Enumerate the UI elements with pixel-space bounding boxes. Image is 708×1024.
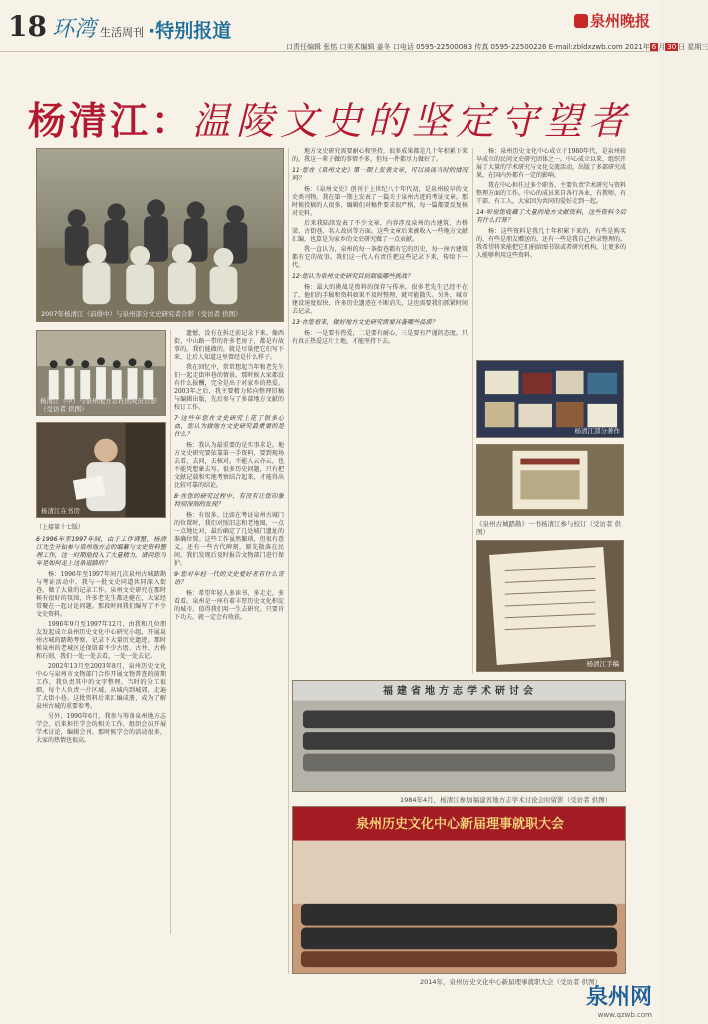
section-title: ·特别报道	[148, 20, 232, 42]
column2-paragraph: 遗憾，没有在拆迁前记录下来。像西街、中山路一带的许多老房子，都是有故事的。我们能做的，就是尽量把它们写下来，让后人知道这里曾经是什么样子。	[174, 330, 284, 361]
column-divider	[170, 330, 171, 934]
photo6-caption: 杨清江手稿	[586, 660, 619, 668]
column1-paragraph: 2002年13月至2003年8月，泉州历史文化中心与泉州市文物部门合作开展文物普查的前期工作，我负责其中的文字整理。当时的分工很细，每个人负责一片区域，从城内到城郊，走遍了大街小巷。这批资料后来汇编成册，成为了解泉州古城的重要参考。	[36, 663, 166, 710]
column3-paragraph: 地方文史研究需要耐心和坚持，很多成果都是几十年积累下来的。我这一辈子做的事情不多，但每一件都尽力做好了。	[292, 148, 468, 163]
headline-subtitle: 温陵文史的坚定守望者	[192, 99, 633, 143]
photo5-caption: 《泉州古城踏勘》一书杨清江参与校订（受访者 供图）	[476, 520, 622, 536]
newspaper-name	[574, 10, 650, 31]
column2-paragraph: 杨：有很多。比如在考证泉州古城门的位置时，我们对照旧志和老地图，一点一点地比对，最后确定了几处城门遗址的准确位置。这些工作虽然繁琐，但很有意义。还有一些古代碑刻，原先散落在民间，我们发现后及时报告文物部门进行保护。	[174, 512, 284, 567]
column3-question: 13·在您看来，做好地方文史研究需要具备哪些品质？	[292, 319, 438, 326]
date-suffix: 日 星期三	[678, 43, 708, 51]
column4-paragraph: 杨：这些资料是我几十年积累下来的，有些是购买的，有些是朋友赠送的，还有一些是我自己抄录整理的。我希望将来能把它们捐给图书馆或者研究机构，让更多的人能够利用这些资料。	[476, 228, 627, 259]
book-cover-photo	[476, 444, 624, 516]
photo7-title: 福建省地方志学术研讨会	[383, 686, 537, 697]
article-column-4	[476, 148, 626, 358]
column3-paragraph: 杨：《泉州文史》创刊于上世纪八十年代初，是泉州较早的文史类刊物。我在第一期上发表了一篇关于泉州古迹的考证文章。那时候投稿的人很多，编辑们对稿件要求很严格，每一篇都要反复核对史料。	[292, 186, 468, 217]
photo3-caption: 杨清江在书房	[41, 507, 80, 515]
photo7-caption: 1984年4月，杨清江参加福建省地方志学术讨论会时留影（受访者 供图）	[400, 796, 612, 804]
conference-photo	[292, 680, 626, 792]
column2-question: 8·在您的研究过程中，有没有让您印象特别深刻的发现？	[174, 493, 284, 508]
column4-paragraph: 杨：泉州历史文化中心成立于1980年代，是泉州较早成立的民间文史研究团体之一。中心成立以来，组织开展了大量的学术研究与文化交流活动，出版了多部研究成果，在国内外都有一定的影响。	[476, 148, 627, 179]
watermark-logo-text: 泉州网	[585, 985, 652, 1010]
article-headline	[0, 90, 660, 145]
column-divider	[472, 148, 473, 674]
column1-paragraph: 1996年9月至1997年12月，由我和几位朋友发起成立泉州历史文化中心研究小组，开展泉州古城的踏勘考察，记录下大量历史遗迹。那时候泉州的老城区还保留着不少古厝、古井、古桥和石刻，我们一处一处去看，一处一处去记。	[36, 621, 166, 660]
date-month: 6	[651, 43, 657, 51]
column1-paragraph: 杨：1996年至1997年间几次泉州古城踏勘与考证活动中，我与一批文史同道共同深入街巷，做了大量的记录工作。泉州文史研究在那时候有很好的氛围，许多老先生都还健在，大家经常聚在一起讨论问题。那段时间我们编写了不少文史资料。	[36, 571, 166, 618]
article-column-1	[36, 524, 166, 934]
newspaper-logo-icon	[574, 14, 588, 28]
column-divider	[288, 148, 289, 974]
group-photo-indoor	[36, 330, 166, 416]
column2-question: 7·这些年您在文史研究上花了很多心血，您认为做地方文史研究最重要的是什么？	[174, 415, 284, 438]
date-prefix: 2021年	[624, 43, 650, 51]
page-number: 18	[8, 10, 47, 43]
brand-logo: 环湾	[52, 17, 97, 42]
group-photo-outdoor	[36, 148, 284, 322]
masthead	[0, 0, 708, 52]
column1-paragraph: （上接第十七版）	[36, 524, 85, 531]
portrait-photo	[36, 422, 166, 518]
photo2-caption: 杨清江（中）与泉州地方志社团成员合影（受访者 供图）	[40, 397, 157, 413]
date-day: 30	[667, 43, 677, 51]
article-column-2	[174, 330, 284, 934]
column3-question: 12·您认为泉州文史研究目前面临哪些挑战？	[292, 273, 414, 280]
column3-question: 11·您在《泉州文史》第一期上发表文章，可以谈谈当时的情况吗？	[292, 167, 468, 182]
editor-info: 口责任编辑 张铭 口美术编辑 姜冬 口电话 0595-22500083 传真 0595-22500226 E-mail:zbldxzwb.com	[286, 43, 623, 51]
column1-paragraph: 另外，1990年6月，我参与筹备泉州地方志学会，后来担任学会的相关工作，组织会员开展学术讨论，编辑会刊。那时候学会的活动很多，大家的热情也很高。	[36, 713, 166, 744]
column2-paragraph: 杨：希望年轻人多读书，多走走，多看看。泉州是一座有着丰厚历史文化积淀的城市，值得我们用一生去研究。只要肯下功夫，就一定会有收获。	[174, 590, 284, 621]
column3-paragraph: 后来我陆续发表了不少文章，内容涉及泉州的古建筑、古桥梁、古街巷、名人故居等方面。这些文章后来被收入一些地方文献汇编，也算是为家乡的文史研究做了一点贡献。	[292, 220, 468, 243]
editor-info-line	[286, 42, 708, 52]
inauguration-photo	[292, 806, 626, 974]
column2-paragraph: 杨：我认为最重要的是实事求是。地方文史研究要依靠第一手资料，要到现场去看，去问，去核对。不能人云亦云，也不能凭想象去写。很多历史问题，只有把文献记载和实地考察结合起来，才能得出比较可靠的结论。	[174, 442, 284, 489]
photo4-caption: 杨清江部分著作	[574, 427, 620, 435]
column3-paragraph: 杨：最大的挑战是资料的保存与传承。很多老先生已经不在了，他们的手稿和资料如果不及时整理，就可能散失。另外，城市建设速度很快，许多历史遗迹在不断消失，这也需要我们抓紧时间去记录。	[292, 284, 468, 315]
photo8-caption: 2014年，泉州历史文化中心新届理事就职大会（受访者 供图）	[420, 978, 602, 986]
books-photo	[476, 360, 624, 438]
column2-question: 9·您对年轻一代的文史爱好者有什么寄语？	[174, 571, 284, 586]
photo1-caption: 2007年杨清江（前排中）与泉州部分文史研究者合影（受访者 供图）	[41, 310, 242, 318]
photo8-sign: 泉州历史文化中心新届理事就职大会	[355, 817, 564, 832]
date-mid: 月	[658, 43, 666, 51]
column1-question: 6·1996年至1997年间，由于工作调整，杨清江先生开始参与泉州地方志的编纂与文史资料整理工作，这一时期他投入了大量精力。请问您当年是如何走上这条道路的？	[36, 536, 166, 567]
column4-question: 14·听说您收藏了大量的地方文献资料，这些资料今后有什么打算？	[476, 209, 626, 224]
newspaper-name-text: 泉州晚报	[589, 12, 650, 30]
column4-paragraph: 我在中心担任过多个职务，主要负责学术研究与资料整理方面的工作。中心的成员来自各行各业，有教师、有干部、有工人，大家因为共同的爱好走到一起。	[476, 182, 627, 205]
watermark-url: www.qzwb.com	[597, 1011, 652, 1019]
manuscript-photo	[476, 540, 624, 672]
watermark-logo	[562, 980, 652, 1019]
column3-paragraph: 杨：一是要有热爱，二是要有耐心，三是要有严谨的态度。只有真正热爱这片土地，才能坚持下去。	[292, 330, 468, 345]
brand-subtitle: 生活周刊	[100, 26, 144, 39]
column3-paragraph: 我一直认为，泉州的每一条街巷都有它的历史，每一座古建筑都有它的故事。我们这一代人有责任把这些记录下来，传给下一代。	[292, 246, 468, 269]
column2-paragraph: 我在回忆中，常常想起当年和老先生们一起走街串巷的情景。那时候大家都没有什么报酬，完全是出于对家乡的热爱。2003年之后，我主要精力转向整理旧稿与编辑出版，先后参与了多部地方文献的校订工作。	[174, 364, 284, 411]
article-column-3	[292, 148, 468, 674]
headline-name: 杨清江：	[27, 98, 192, 143]
